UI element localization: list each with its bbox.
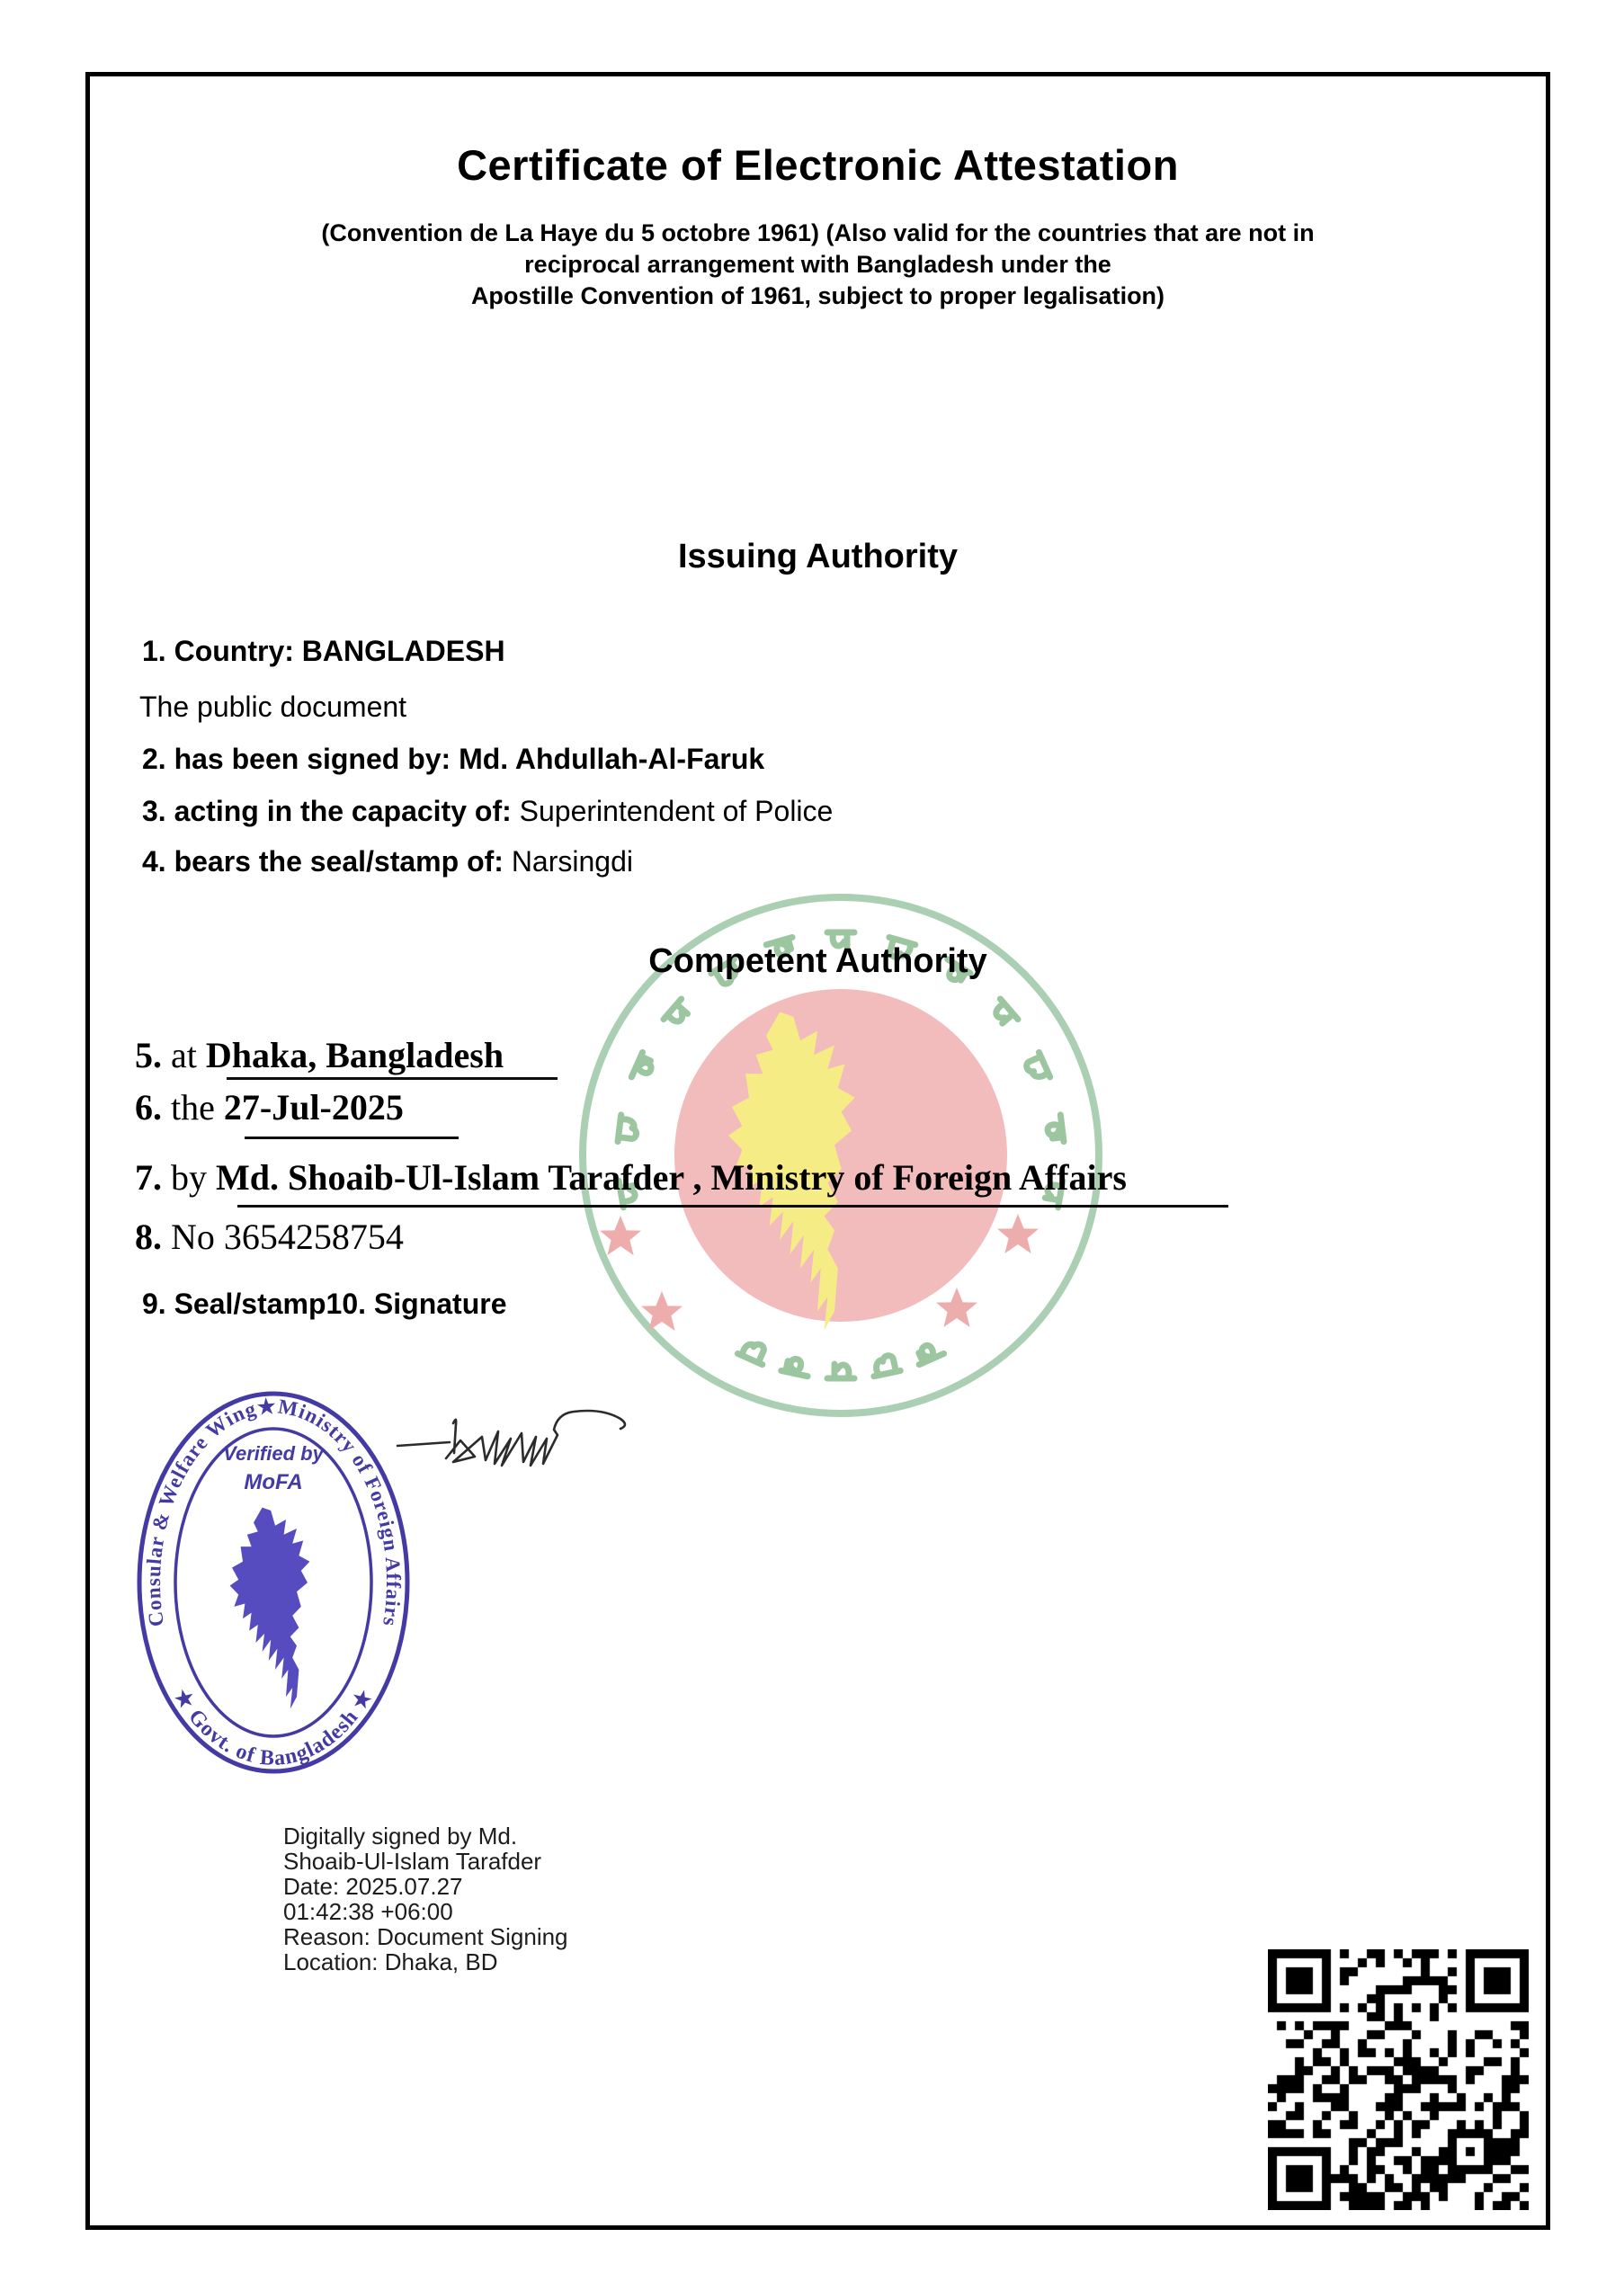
handwritten-signature xyxy=(394,1403,673,1493)
item-1-label: 1. Country: xyxy=(142,635,294,667)
digital-signature-line: Location: Dhaka, BD xyxy=(283,1948,498,1975)
item-3-value: Superintendent of Police xyxy=(519,795,834,827)
digital-signature-line: Date: 2025.07.27 xyxy=(283,1873,463,1900)
stamp-arc-top-text: Consular & Welfare Wing★Ministry of Foreign Affairs xyxy=(141,1395,406,1629)
item-5-at xyxy=(135,1034,504,1076)
item-6-pre: the xyxy=(171,1087,215,1128)
stamp-mofa-text: MoFA xyxy=(244,1470,303,1494)
item-5-pre: at xyxy=(171,1035,197,1075)
subtitle-line-1: (Convention de La Haye du 5 octobre 1961) (Also valid for the countries that are not in xyxy=(321,219,1315,246)
item-4-seal xyxy=(142,845,633,878)
digital-signature-line: Shoaib-Ul-Islam Tarafder xyxy=(283,1848,542,1875)
item-3-capacity xyxy=(142,795,833,828)
mofa-stamp xyxy=(133,1388,414,1777)
item-1-country xyxy=(142,635,505,668)
digital-signature-line: Digitally signed by Md. xyxy=(283,1823,518,1850)
item-3-label: 3. acting in the capacity of: xyxy=(142,795,512,827)
subtitle-line-2: reciprocal arrangement with Bangladesh under the xyxy=(524,251,1111,278)
stamp-verified-text: Verified by xyxy=(223,1442,324,1465)
item-8-value: No 3654258754 xyxy=(171,1217,404,1257)
underline-item-5 xyxy=(227,1077,558,1080)
item-7-value: Md. Shoaib-Ul-Islam Tarafder , Ministry of Foreign Affairs xyxy=(216,1157,1127,1198)
item-2-signed-by xyxy=(142,743,764,776)
item-9-label: 9. Seal/stamp xyxy=(142,1288,326,1320)
item-2-label: 2. has been signed by: xyxy=(142,743,451,775)
item-4-value: Narsingdi xyxy=(511,845,633,878)
svg-text:★ Govt. of Bangladesh ★ xyxy=(169,1685,379,1770)
underline-item-6 xyxy=(245,1137,459,1139)
stamp-bangladesh-map xyxy=(230,1508,310,1709)
competent-authority-heading: Competent Authority xyxy=(648,942,987,980)
item-8-number: 8. xyxy=(135,1217,162,1257)
item-8-number-line xyxy=(135,1216,404,1258)
item-6-number: 6. xyxy=(135,1087,162,1128)
public-document-intro: The public document xyxy=(139,691,407,723)
digital-signature-line: Reason: Document Signing xyxy=(283,1923,568,1950)
item-7-pre: by xyxy=(171,1157,207,1198)
item-9-10-labels xyxy=(142,1288,507,1321)
qr-code xyxy=(1268,1949,1529,2210)
item-6-value: 27-Jul-2025 xyxy=(223,1087,404,1128)
underline-item-7 xyxy=(237,1205,1228,1208)
item-5-number: 5. xyxy=(135,1035,162,1075)
signature-lead-line xyxy=(397,1442,450,1446)
digital-signature-line: 01:42:38 +06:00 xyxy=(283,1898,453,1925)
signature-scribble xyxy=(446,1411,625,1466)
item-7-number: 7. xyxy=(135,1157,162,1198)
subtitle-line-3: Apostille Convention of 1961, subject to proper legalisation) xyxy=(470,282,1165,309)
page-subtitle xyxy=(85,218,1550,312)
item-2-value: Md. Ahdullah-Al-Faruk xyxy=(459,743,765,775)
item-5-value: Dhaka, Bangladesh xyxy=(205,1035,504,1075)
item-7-by xyxy=(135,1156,1127,1199)
item-1-value: BANGLADESH xyxy=(301,635,505,667)
issuing-authority-heading: Issuing Authority xyxy=(677,538,959,575)
item-4-label: 4. bears the seal/stamp of: xyxy=(142,845,504,878)
stamp-arc-bottom-text: ★ Govt. of Bangladesh ★ xyxy=(168,1684,379,1771)
page-title: Certificate of Electronic Attestation xyxy=(457,141,1179,189)
item-10-label: 10. Signature xyxy=(326,1288,507,1320)
item-6-date xyxy=(135,1086,404,1128)
digital-signature-block xyxy=(283,1823,568,1974)
